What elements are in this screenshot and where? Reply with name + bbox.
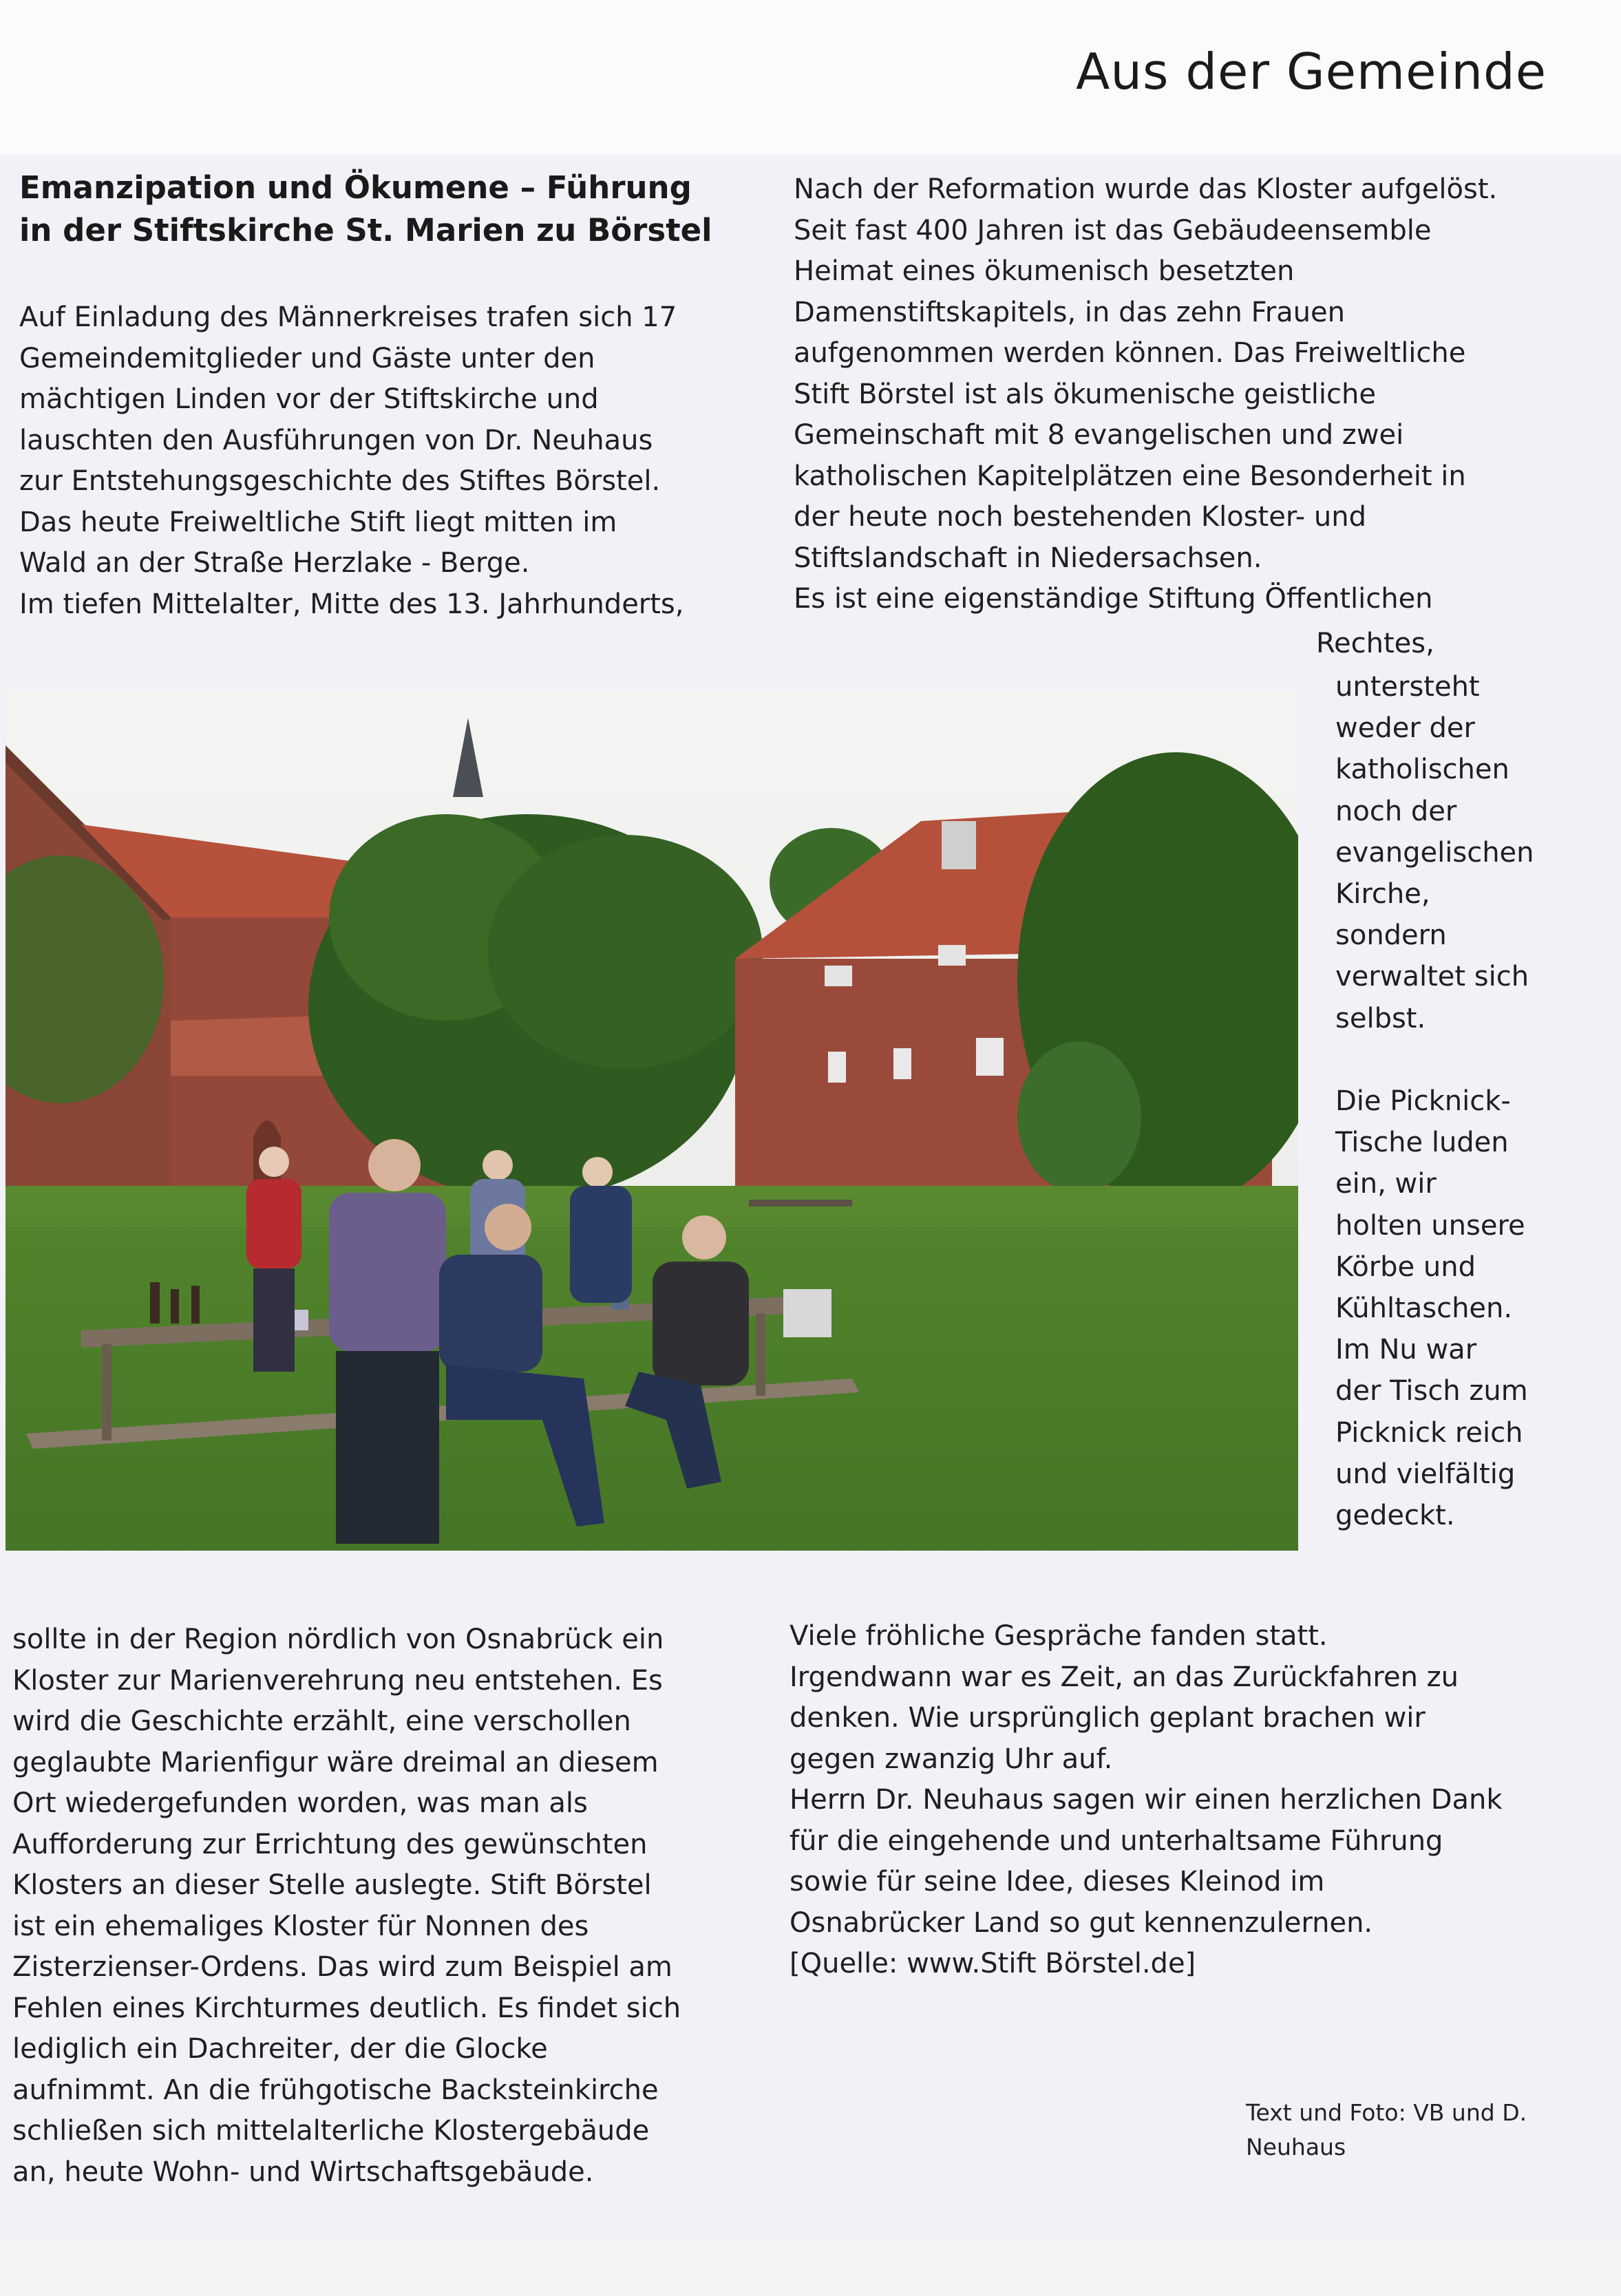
text-line: holten unsere [1335, 1209, 1525, 1242]
text-line: Nach der Reformation wurde das Kloster aufgelöst. [794, 173, 1498, 205]
text-line: sollte in der Region nördlich von Osnabrück ein [12, 1624, 664, 1655]
text-line: Heimat eines ökumenisch besetzten [794, 255, 1295, 287]
text-line: Die Picknick- [1335, 1085, 1511, 1117]
text-line: Wald an der Straße Herzlake - Berge. [19, 547, 530, 579]
text-line: mächtigen Linden vor der Stiftskirche und [19, 383, 599, 415]
text-line: Irgendwann war es Zeit, an das Zurückfahren zu [790, 1661, 1459, 1693]
right-narrow-column-2 [1335, 1081, 1611, 1536]
text-line: gedeckt. [1335, 1500, 1455, 1532]
text-line: Körbe und [1335, 1251, 1476, 1283]
picnic-photo [6, 690, 1298, 1551]
headline-line: Emanzipation und Ökumene – Führung [19, 169, 692, 206]
text-line: Fehlen eines Kirchturmes deutlich. Es findet sich [12, 1992, 681, 2024]
headline-line: in der Stiftskirche St. Marien zu Börstel [19, 212, 712, 248]
text-line: schließen sich mittelalterliche Klostergebäude [12, 2115, 650, 2147]
text-line: für die eingehende und unterhaltsame Führung [790, 1825, 1443, 1857]
text-line: katholischen [1335, 754, 1509, 786]
photo-credit: Text und Foto: VB und D. Neuhaus [1246, 2099, 1527, 2160]
text-line: Gemeinschaft mit 8 evangelischen und zwei [794, 419, 1404, 451]
section-title: Aus der Gemeinde [1076, 43, 1547, 100]
text-line: Stift Börstel ist als ökumenische geistliche [794, 378, 1376, 410]
person-red-jacket [246, 1147, 301, 1372]
text-line: Im Nu war [1335, 1334, 1477, 1366]
text-line: denken. Wie ursprünglich geplant brachen wir [790, 1702, 1426, 1734]
person-standing-checked-shirt [329, 1139, 446, 1544]
text-line: Ort wiedergefunden worden, was man als [12, 1787, 588, 1819]
text-line: Klosters an dieser Stelle auslegte. Stift Börstel [12, 1869, 652, 1901]
text-line: lediglich ein Dachreiter, der die Glocke [12, 2033, 548, 2065]
text-line: noch der [1335, 795, 1457, 827]
right-narrow-column-1 [1335, 666, 1611, 1039]
right-column-bottom [790, 1616, 1588, 1985]
text-line: sowie für seine Idee, dieses Kleinod im [790, 1866, 1325, 1898]
text-line: Kühltaschen. [1335, 1293, 1513, 1325]
text-line: Das heute Freiweltliche Stift liegt mitten im [19, 506, 617, 538]
text-line-rechtes: Rechtes, [1316, 628, 1434, 659]
text-line: und vielfältig [1335, 1458, 1516, 1490]
text-line: wird die Geschichte erzählt, eine verschollen [12, 1705, 631, 1737]
right-column-top [794, 169, 1585, 620]
text-line: Zisterzienser-Ordens. Das wird zum Beispiel am [12, 1951, 672, 1983]
text-line: aufgenommen werden können. Das Freiweltliche [794, 337, 1466, 369]
text-line: an, heute Wohn- und Wirtschaftsgebäude. [12, 2156, 594, 2188]
text-line: der Tisch zum [1335, 1375, 1528, 1407]
photo-illustration [6, 690, 1298, 1551]
text-line: Auf Einladung des Männerkreises trafen sich 17 [19, 301, 677, 333]
text-line: katholischen Kapitelplätzen eine Besonderheit in [794, 460, 1466, 492]
text-line: geglaubte Marienfigur wäre dreimal an diesem [12, 1746, 659, 1778]
text-line: Kirche, [1335, 878, 1430, 911]
text-line: untersteht [1335, 671, 1480, 703]
text-line: sondern [1335, 920, 1447, 952]
text-line: weder der [1335, 712, 1475, 745]
text-line: [Quelle: www.Stift Börstel.de] [790, 1948, 1196, 1979]
text-line: aufnimmt. An die frühgotische Backsteinkirche [12, 2074, 659, 2106]
article-headline [19, 167, 749, 252]
text-line: Es ist eine eigenständige Stiftung Öffentlichen [794, 583, 1433, 615]
text-line: Picknick reich [1335, 1416, 1523, 1449]
text-line: selbst. [1335, 1002, 1426, 1034]
left-column-top [19, 297, 763, 625]
text-line: Aufforderung zur Errichtung des gewünschten [12, 1828, 648, 1860]
text-line: Viele fröhliche Gespräche fanden statt. [790, 1620, 1328, 1652]
text-line: ein, wir [1335, 1168, 1437, 1200]
text-line: Damenstiftskapitels, in das zehn Frauen [794, 296, 1345, 328]
text-line: lauschten den Ausführungen von Dr. Neuhaus [19, 424, 653, 456]
text-line: ist ein ehemaliges Kloster für Nonnen des [12, 1910, 589, 1942]
text-line: Seit fast 400 Jahren ist das Gebäudeensemble [794, 214, 1432, 246]
text-line: Gemeindemitglieder und Gäste unter den [19, 342, 595, 374]
text-line: zur Entstehungsgeschichte des Stiftes Börstel. [19, 465, 661, 497]
text-line: der heute noch bestehenden Kloster- und [794, 501, 1366, 533]
text-line: Stiftslandschaft in Niedersachsen. [794, 542, 1262, 574]
left-column-bottom [12, 1619, 763, 2193]
text-line: Im tiefen Mittelalter, Mitte des 13. Jahrhunderts, [19, 588, 684, 620]
text-line: Tische luden [1335, 1127, 1509, 1159]
text-line: Osnabrücker Land so gut kennenzulernen. [790, 1906, 1373, 1939]
text-line: Kloster zur Marienverehrung neu entstehen. Es [12, 1664, 663, 1697]
text-line: verwaltet sich [1335, 961, 1529, 993]
text-line: Herrn Dr. Neuhaus sagen wir einen herzlichen Dank [790, 1784, 1503, 1816]
text-line: gegen zwanzig Uhr auf. [790, 1743, 1113, 1775]
text-line: evangelischen [1335, 836, 1534, 869]
